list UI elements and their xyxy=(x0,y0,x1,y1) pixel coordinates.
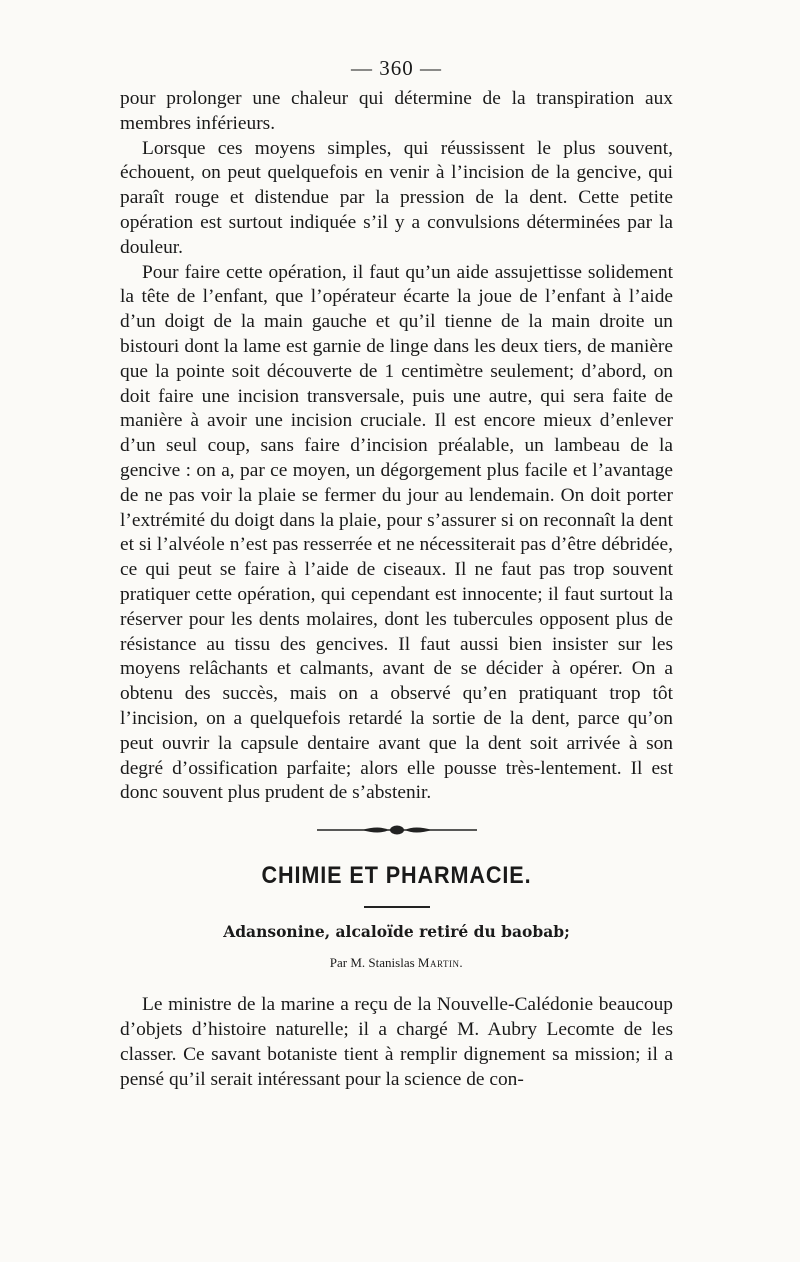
paragraph-2: Lorsque ces moyens simples, qui réussissent le plus souvent, échouent, on peut quelquefois en venir à l’incision de la gencive, qui paraît rouge et distendue par la pression de la dent. Cette petite opération est surtout indiquée s’il y a convulsions déterminées par la douleur. xyxy=(120,137,673,258)
paragraph-1: pour prolonger une chaleur qui détermine de la transpiration aux membres inférieurs. xyxy=(120,88,673,134)
byline-author: Martin. xyxy=(417,955,464,971)
byline xyxy=(120,955,673,971)
ornament-divider xyxy=(120,824,673,838)
section-title: CHIMIE ET PHARMACIE. xyxy=(261,862,532,890)
article-title: Adansonine, alcaloïde retiré du baobab; xyxy=(223,922,570,942)
title-rule xyxy=(364,906,430,908)
paragraph-3: Pour faire cette opération, il faut qu’un aide assujettisse solidement la tête de l’enfant, que l’opérateur écarte la joue de l’enfant à l’aide d’un doigt de la main gauche et qu’il tienne de la main droite un bistouri dont la lame est garnie de linge dans les deux tiers, de manière que la pointe soit découverte de 1 centimètre seulement; d’abord, on doit faire une incision transversale, puis une autre, qui sera faite de manière à avoir une incision cruciale. Il est encore mieux d’enlever d’un seul coup, sans faire d’incision préalable, un lambeau de la gencive : on a, par ce moyen, un dégorgement plus facile et l’avantage de ne pas voir la plaie se fermer du jour au lendemain. On doit porter l’extrémité du doigt dans la plaie, pour s’assurer si on reconnaît la dent et si l’alvéole n’est pas resserrée et ne nécessiterait pas d’être débridée, ce qui peut se faire à l’aide de ciseaux. Il ne faut pas trop souvent pratiquer cette opération, qui cependant est innocente; il faut surtout la réserver pour les dents molaires, dont les tubercules opposent plus de résistance au tissu des gencives. Il faut aussi bien insister sur les moyens relâchants et calmants, avant de se décider à opérer. On a obtenu des succès, mais on a observé qu’en pratiquant trop tôt l’incision, on a quelquefois retardé la sortie de la dent, parce qu’on peut ouvrir la capsule dentaire avant que la dent soit arrivée à son degré d’ossification parfaite; alors elle pousse très-lentement. Il est donc souvent plus prudent de s’abstenir. xyxy=(120,261,673,804)
paragraph-4: Le ministre de la marine a reçu de la Nouvelle-Calédonie beaucoup d’objets d’histoire naturelle; il a chargé M. Aubry Lecomte de les classer. Ce savant botaniste tient à remplir dignement sa mission; il a pensé qu’il serait intéressant pour la science de con- xyxy=(120,994,673,1090)
page-number: — 360 — xyxy=(351,56,442,80)
page xyxy=(120,56,673,1092)
byline-prefix: Par M. Stanislas xyxy=(329,955,415,971)
